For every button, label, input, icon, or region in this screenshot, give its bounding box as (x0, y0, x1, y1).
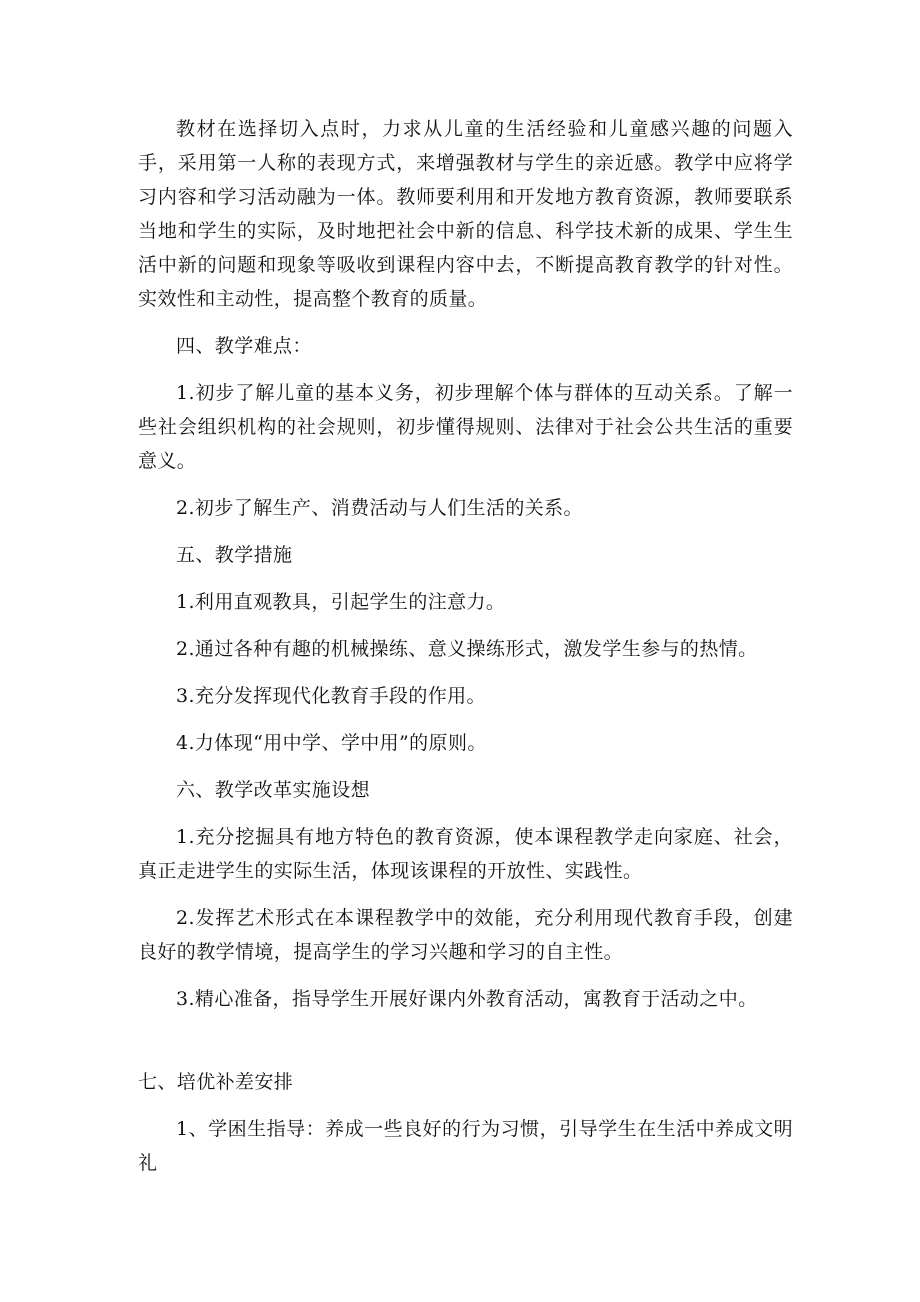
heading-section-5: 五、教学措施 (176, 544, 293, 566)
heading-section-4: 四、教学难点： (176, 335, 312, 357)
paragraph-spacer (138, 1029, 793, 1065)
list-item: 1.充分挖掘具有地方特色的教育资源，使本课程教学走向家庭、社会，真正走进学生的实际生活，体现该课程的开放性、实践性。 (138, 826, 793, 882)
document-page (138, 112, 793, 1193)
list-item: 4.力体现“用中学、学中用”的原则。 (176, 732, 487, 754)
list-item: 2.通过各种有趣的机械操练、意义操练形式，激发学生参与的热情。 (176, 638, 758, 660)
paragraph-intro: 教材在选择切入点时，力求从儿童的生活经验和儿童感兴趣的问题入手，采用第一人称的表现方式，来增强教材与学生的亲近感。教学中应将学习内容和学习活动融为一体。教师要利用和开发地方教育资源，教师要联系当地和学生的实际，及时地把社会中新的信息、科学技术新的成果、学生生活中新的问题和现象等吸收到课程内容中去，不断提高教育教学的针对性。实效性和主动性，提高整个教育的质量。 (138, 118, 793, 310)
list-item: 3.充分发挥现代化教育手段的作用。 (176, 685, 486, 707)
list-item: 2.发挥艺术形式在本课程教学中的效能，充分利用现代教育手段，创建良好的教学情境，提高学生的学习兴趣和学习的自主性。 (138, 907, 793, 963)
list-item: 3.精心准备，指导学生开展好课内外教育活动，寓教育于活动之中。 (176, 988, 758, 1010)
heading-section-7: 七、培优补差安排 (138, 1071, 294, 1093)
list-item: 2.初步了解生产、消费活动与人们生活的关系。 (176, 497, 583, 519)
list-item: 1.利用直观教具，引起学生的注意力。 (176, 591, 506, 613)
heading-section-6: 六、教学改革实施设想 (176, 779, 371, 801)
list-item: 1.初步了解儿童的基本义务，初步理解个体与群体的互动关系。了解一些社会组织机构的社会规则，初步懂得规则、法律对于社会公共生活的重要意义。 (138, 382, 793, 472)
list-item: 1、学困生指导：养成一些良好的行为习惯，引导学生在生活中养成文明礼 (138, 1118, 793, 1174)
